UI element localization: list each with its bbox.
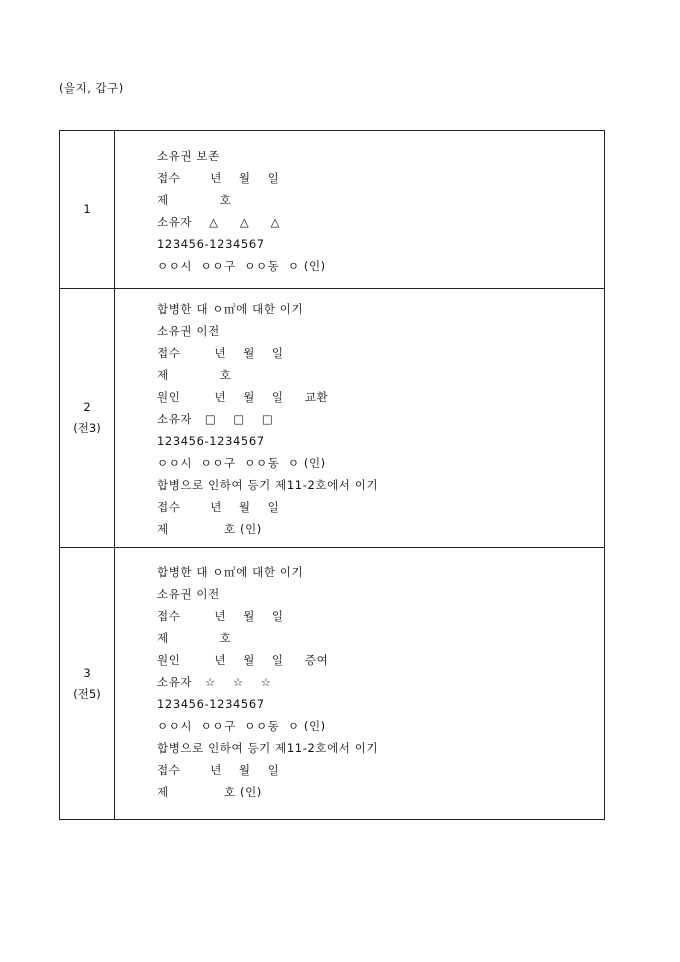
entry-number: 1 [83,202,91,216]
entry-number: 3 [83,665,91,680]
entry-line: 소유권 보존 [157,149,220,163]
entry-line: 접수 년 월 일 [157,171,280,185]
entry-line: 제 호 (인) [157,522,262,536]
entry-previous-number: (전5) [73,686,101,701]
table-row [60,289,605,548]
entry-line: 제 호 [157,368,232,382]
entry-line: 소유자 △ △ △ [157,215,281,229]
table-row [60,548,605,820]
entry-line: 제 호 (인) [157,785,262,799]
entry-line: ㅇㅇ시 ㅇㅇ구 ㅇㅇ동 ㅇ (인) [157,719,326,733]
entry-line: ㅇㅇ시 ㅇㅇ구 ㅇㅇ동 ㅇ (인) [157,259,326,273]
entry-line: 제 호 [157,193,232,207]
entry-line: 123456-1234567 [157,434,265,448]
entry-number-cell [60,289,115,548]
section-label: (을지, 갑구) [59,81,124,95]
entry-line: 123456-1234567 [157,237,265,251]
entry-content-cell [115,548,605,820]
entry-content-cell [115,131,605,289]
entry-line: 합병한 대 ㅇ㎡에 대한 이기 [157,302,304,316]
entry-line: 소유자 ☆ ☆ ☆ [157,675,272,689]
registry-table [59,130,605,820]
entry-line: 합병으로 인하여 등기 제11-2호에서 이기 [157,478,379,492]
entry-line: 원인 년 월 일 교환 [157,390,329,404]
entry-line: 접수 년 월 일 [157,609,284,623]
entry-line: 합병으로 인하여 등기 제11-2호에서 이기 [157,741,379,755]
entry-line: 제 호 [157,631,232,645]
table-row [60,131,605,289]
entry-line: ㅇㅇ시 ㅇㅇ구 ㅇㅇ동 ㅇ (인) [157,456,326,470]
entry-line: 원인 년 월 일 증여 [157,653,329,667]
entry-line: 합병한 대 ㅇ㎡에 대한 이기 [157,565,304,579]
entry-line: 소유자 □ □ □ [157,412,274,426]
entry-line: 소유권 이전 [157,587,220,601]
entry-number: 2 [83,400,91,414]
entry-line: 접수 년 월 일 [157,763,280,777]
entry-content-cell [115,289,605,548]
entry-line: 123456-1234567 [157,697,265,711]
entry-previous-number: (전3) [73,421,101,435]
entry-number-cell [60,131,115,289]
entry-number-cell [60,548,115,820]
entry-line: 접수 년 월 일 [157,346,284,360]
entry-line: 소유권 이전 [157,324,220,338]
entry-line: 접수 년 월 일 [157,500,280,514]
